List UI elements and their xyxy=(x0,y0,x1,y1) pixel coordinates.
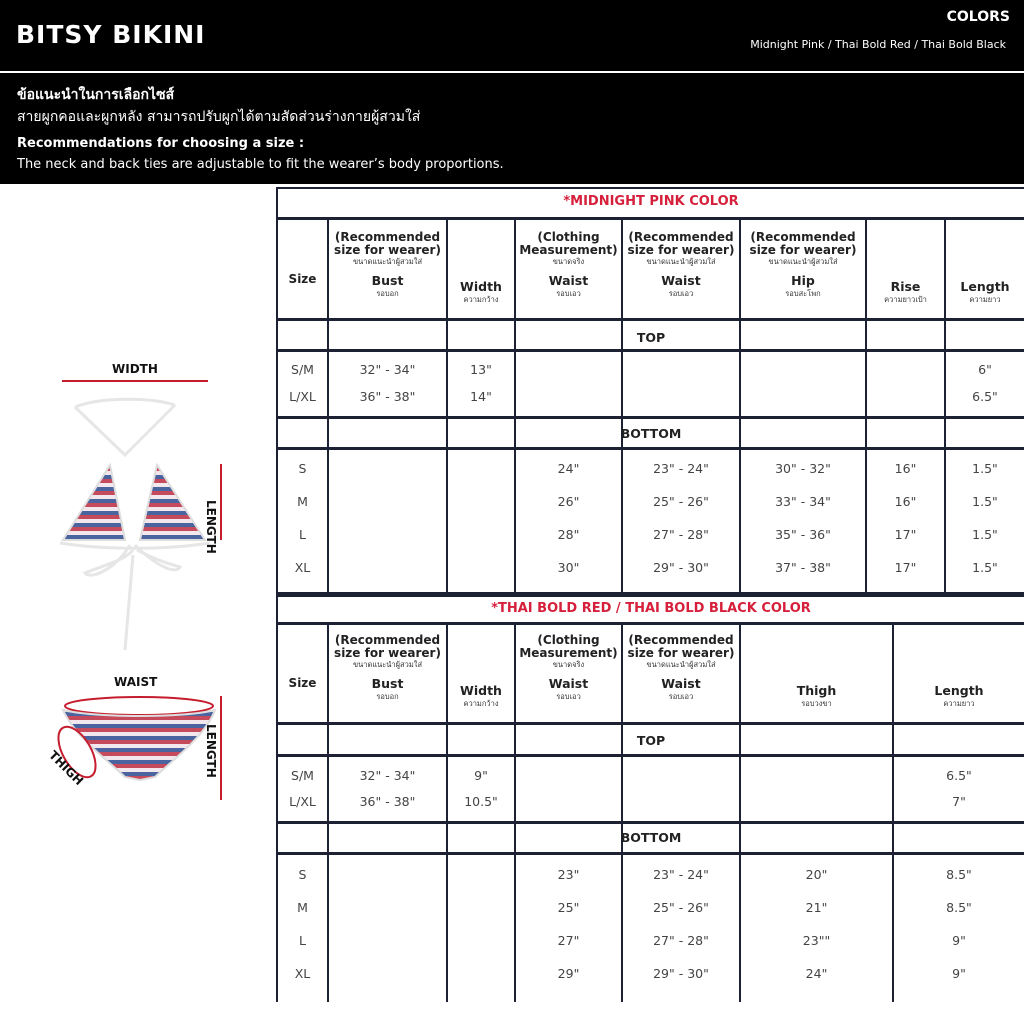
table2-bottom-length: 8.5" xyxy=(946,900,972,915)
table2-bottom-size: M xyxy=(297,900,308,915)
table1-bottom-waist-measurement: 30" xyxy=(557,560,580,575)
table1-bottom-waist-recommended: 29" - 30" xyxy=(653,560,709,575)
table1-header-waist-measurement: (Clothing Measurement) ขนาดจริง Waist รอบเอว xyxy=(519,230,618,299)
top-width-label: WIDTH xyxy=(112,362,158,376)
table1-bottom-length: 1.5" xyxy=(972,560,998,575)
table2-top-divider xyxy=(278,754,1024,757)
recommendation-text-en: The neck and back ties are adjustable to fit the wearer’s body proportions. xyxy=(17,157,504,172)
table2-bottom-waist-measurement: 29" xyxy=(557,966,580,981)
table1-section-top: TOP xyxy=(636,330,666,345)
table1-header-rise: Rise ความยาวเป้า xyxy=(884,279,927,305)
table1-bottom-length: 1.5" xyxy=(972,494,998,509)
table1-header-width: Width ความกว้าง xyxy=(460,279,502,305)
table2-bottom-size: XL xyxy=(294,966,311,981)
table2-bottom-waist-recommended: 29" - 30" xyxy=(653,966,709,981)
table2-title: *THAI BOLD RED / THAI BOLD BLACK COLOR xyxy=(491,601,811,616)
recommendation-title-th: ข้อแนะนำในการเลือกไซส์ xyxy=(17,87,175,103)
bottom-length-line xyxy=(220,696,222,800)
table2-header-width: Width ความกว้าง xyxy=(460,683,502,709)
table2-header-waist-measurement: (Clothing Measurement) ขนาดจริง Waist รอบเอว xyxy=(519,633,618,702)
table1-bottom-waist-measurement: 24" xyxy=(557,461,580,476)
table1-bottom-hip: 33" - 34" xyxy=(775,494,831,509)
table1-header-size: Size xyxy=(288,272,317,286)
table1-bottom-divider-a xyxy=(278,416,1024,419)
colors-value: Midnight Pink / Thai Bold Red / Thai Bold Black xyxy=(750,38,1006,51)
table1-bottom-waist-recommended: 23" - 24" xyxy=(653,461,709,476)
table1-top-width: 14" xyxy=(470,389,492,404)
table1-bottom-rise: 16" xyxy=(894,494,917,509)
table1-bottom-waist-recommended: 25" - 26" xyxy=(653,494,709,509)
table2-header-thigh: Thigh รอบวงขา xyxy=(796,683,837,709)
table2-top-length: 7" xyxy=(952,794,966,809)
table1-top-divider xyxy=(278,349,1024,352)
table1-top-size: L/XL xyxy=(289,389,316,404)
table1-header-length: Length ความยาว xyxy=(960,279,1010,305)
table1-title: *MIDNIGHT PINK COLOR xyxy=(563,194,739,209)
table2-top-size: L/XL xyxy=(289,794,316,809)
table1-header-bust: (Recommended size for wearer) ขนาดแนะนำผู้สวมใส่ Bust รอบอก xyxy=(334,230,441,299)
table1-top-width: 13" xyxy=(470,362,492,377)
table2-bottom-thigh: 23"" xyxy=(802,933,831,948)
table1-bottom-divider-b xyxy=(278,447,1024,450)
table2-top-border xyxy=(278,592,1024,597)
recommendation-title-en: Recommendations for choosing a size : xyxy=(17,136,305,151)
table2-header-divider xyxy=(278,722,1024,725)
table2-bottom-thigh: 21" xyxy=(805,900,828,915)
table1-bottom-size: M xyxy=(297,494,308,509)
table1-bottom-waist-recommended: 27" - 28" xyxy=(653,527,709,542)
table1-top-size: S/M xyxy=(291,362,314,377)
table1-bottom-rise: 16" xyxy=(894,461,917,476)
colors-label: COLORS xyxy=(946,9,1010,25)
table1-bottom-length: 1.5" xyxy=(972,527,998,542)
table2-bottom-size: S xyxy=(298,867,307,882)
table1-section-bottom: BOTTOM xyxy=(620,426,682,441)
table2-bottom-length: 9" xyxy=(952,966,966,981)
table1-bottom-waist-measurement: 26" xyxy=(557,494,580,509)
table1-bottom-size: L xyxy=(299,527,306,542)
table2-header-length: Length ความยาว xyxy=(934,683,984,709)
size-table-midnight-pink xyxy=(278,187,1024,592)
table2-bottom-size: L xyxy=(299,933,306,948)
table1-bottom-rise: 17" xyxy=(894,560,917,575)
table1-header-waist-recommended: (Recommended size for wearer) ขนาดแนะนำผู้สวมใส่ Waist รอบเอว xyxy=(627,230,735,299)
table2-bottom-waist-measurement: 25" xyxy=(557,900,580,915)
table2-top-width: 9" xyxy=(474,768,488,783)
table1-top-border xyxy=(278,187,1024,189)
recommendation-text-th: สายผูกคอและผูกหลัง สามารถปรับผูกได้ตามสัดส่วนร่างกายผู้สวมใส่ xyxy=(17,109,421,125)
table1-top-bust: 32" - 34" xyxy=(359,362,416,377)
table1-col-sep xyxy=(446,220,448,592)
table2-bottom-divider-b xyxy=(278,852,1024,855)
table2-bottom-waist-recommended: 25" - 26" xyxy=(653,900,709,915)
table1-bottom-rise: 17" xyxy=(894,527,917,542)
top-length-line xyxy=(220,464,222,540)
table1-title-divider xyxy=(278,217,1024,220)
size-table-thai-bold xyxy=(278,592,1024,1002)
table1-bottom-waist-measurement: 28" xyxy=(557,527,580,542)
brand-title: BITSY BIKINI xyxy=(16,20,206,49)
table2-bottom-waist-measurement: 23" xyxy=(557,867,580,882)
table2-bottom-thigh: 24" xyxy=(805,966,828,981)
table2-section-bottom: BOTTOM xyxy=(620,830,682,845)
table2-bottom-divider-a xyxy=(278,821,1024,824)
table2-header-bust: (Recommended size for wearer) ขนาดแนะนำผู้สวมใส่ Bust รอบอก xyxy=(334,633,441,702)
header-divider xyxy=(0,71,1024,73)
top-length-label: LENGTH xyxy=(204,500,218,554)
table2-col-sep xyxy=(446,625,448,1002)
table2-bottom-length: 9" xyxy=(952,933,966,948)
table2-header-size: Size xyxy=(288,676,317,690)
table2-top-size: S/M xyxy=(291,768,314,783)
bottom-length-label: LENGTH xyxy=(204,724,218,778)
table1-top-length: 6.5" xyxy=(972,389,998,404)
bikini-bottom-illustration xyxy=(55,692,225,802)
bikini-top-illustration xyxy=(55,395,215,655)
table1-bottom-size: S xyxy=(298,461,307,476)
table2-top-length: 6.5" xyxy=(946,768,972,783)
table1-bottom-hip: 30" - 32" xyxy=(775,461,831,476)
table2-top-bust: 36" - 38" xyxy=(359,794,416,809)
header-banner xyxy=(0,0,1024,184)
table1-top-length: 6" xyxy=(978,362,992,377)
bottom-waist-label: WAIST xyxy=(114,675,158,689)
table1-bottom-size: XL xyxy=(294,560,311,575)
table2-bottom-waist-recommended: 27" - 28" xyxy=(653,933,709,948)
table2-title-divider xyxy=(278,622,1024,625)
table2-bottom-waist-measurement: 27" xyxy=(557,933,580,948)
table1-header-hip: (Recommended size for wearer) ขนาดแนะนำผู้สวมใส่ Hip รอบสะโพก xyxy=(749,230,857,299)
top-width-line xyxy=(62,380,208,382)
table2-bottom-waist-recommended: 23" - 24" xyxy=(653,867,709,882)
table2-top-width: 10.5" xyxy=(464,794,498,809)
table2-top-bust: 32" - 34" xyxy=(359,768,416,783)
table2-bottom-thigh: 20" xyxy=(805,867,828,882)
table2-header-waist-recommended: (Recommended size for wearer) ขนาดแนะนำผู้สวมใส่ Waist รอบเอว xyxy=(627,633,735,702)
table1-bottom-length: 1.5" xyxy=(972,461,998,476)
table2-section-top: TOP xyxy=(636,733,666,748)
table1-bottom-hip: 35" - 36" xyxy=(775,527,831,542)
table1-bottom-hip: 37" - 38" xyxy=(775,560,831,575)
bottom-thigh-label: THIGH xyxy=(46,748,87,789)
table2-bottom-length: 8.5" xyxy=(946,867,972,882)
table1-top-bust: 36" - 38" xyxy=(359,389,416,404)
table1-header-divider xyxy=(278,318,1024,321)
